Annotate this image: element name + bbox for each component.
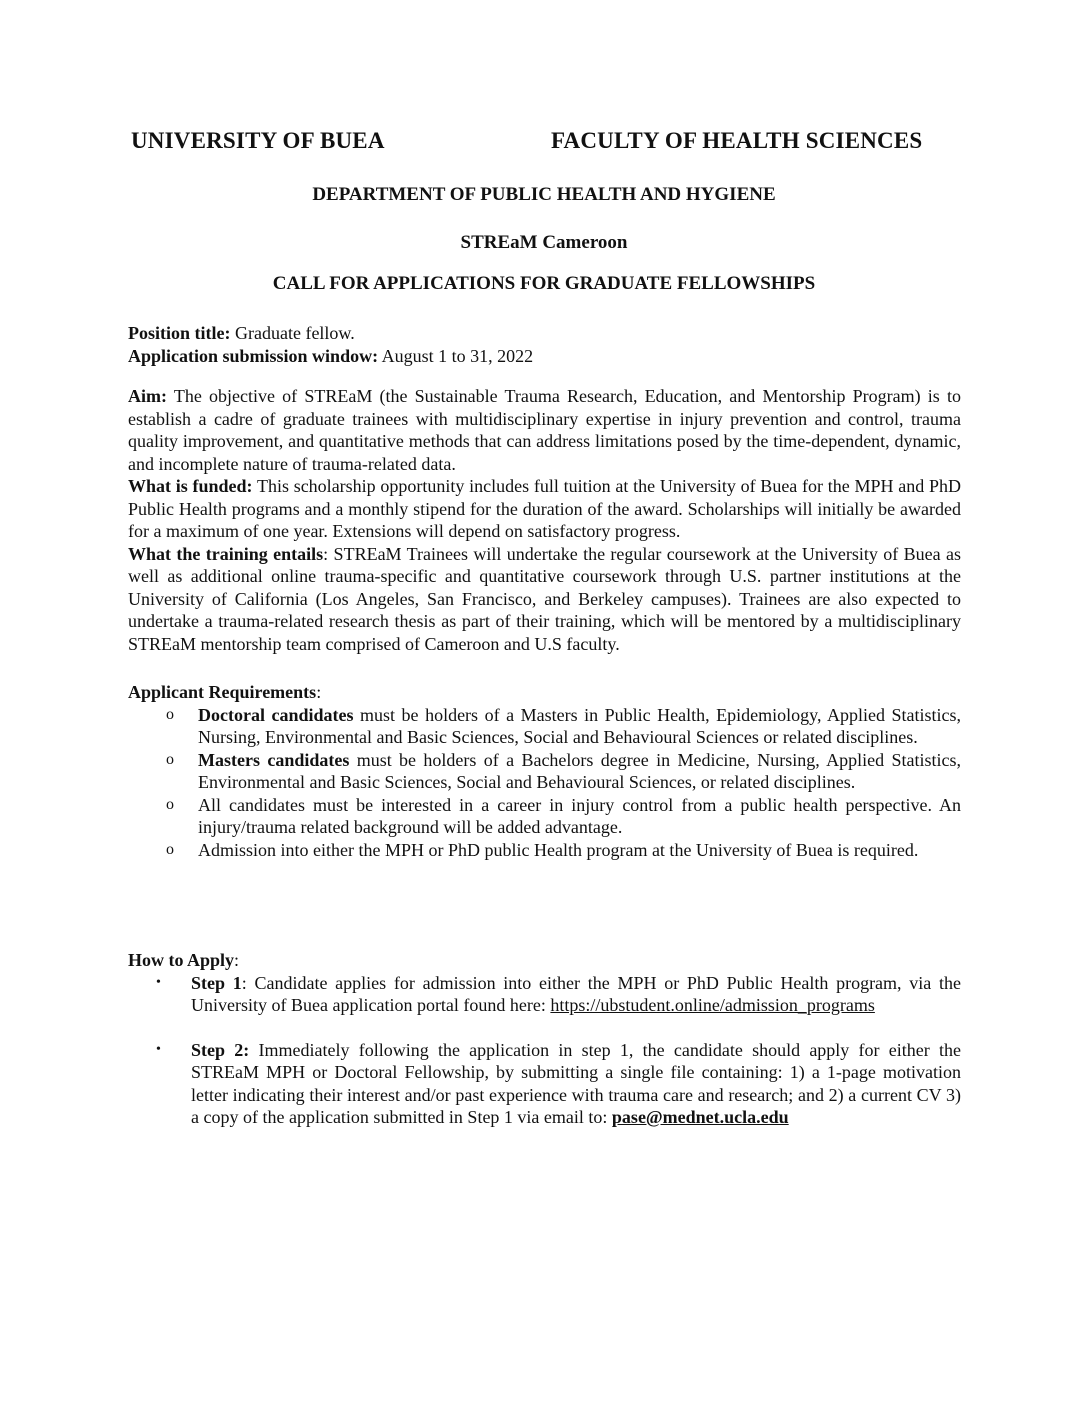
training-label: What the training entails: [128, 543, 324, 564]
step1-label: Step 1: [191, 972, 242, 993]
aim-label: Aim:: [128, 386, 167, 406]
apply-steps-list: [128, 972, 961, 1129]
position-title-label: Position title:: [128, 323, 231, 343]
submission-window-value: August 1 to 31, 2022: [378, 345, 534, 366]
list-item: [128, 794, 961, 839]
list-marker: o: [166, 750, 174, 768]
requirements-heading: [128, 681, 961, 704]
list-item: [128, 972, 961, 1017]
requirement-text: must be holders of a Bachelors degree in Medicine, Nursing, Applied Statistics, Environmental and Basic Sciences, Social and Behavioural Sciences, or related disciplines.: [198, 749, 961, 792]
how-to-apply-section: [128, 949, 961, 1129]
position-title-value: Graduate fellow.: [230, 323, 355, 343]
submission-window-line: [128, 345, 961, 368]
bullet-marker: •: [156, 1041, 161, 1057]
apply-colon: :: [234, 950, 240, 970]
apply-label: How to Apply: [128, 950, 235, 970]
admission-portal-link[interactable]: https://ubstudent.online/admission_programs: [550, 995, 875, 1015]
step1-text: : Candidate applies for admission into either the MPH or PhD Public Health program, via the University of Buea application portal found here:: [191, 972, 961, 1015]
funded-paragraph: [128, 475, 961, 543]
requirements-label: Applicant Requirements: [128, 682, 317, 702]
list-item: [128, 1039, 961, 1129]
requirement-text: All candidates must be interested in a career in injury control from a public health perspective. An injury/trauma related background will be added advantage.: [198, 794, 961, 837]
bullet-marker: •: [156, 974, 161, 990]
call-title: CALL FOR APPLICATIONS FOR GRADUATE FELLOWSHIPS: [272, 273, 816, 294]
list-spacer: [128, 1017, 961, 1039]
requirement-bold: Doctoral candidates: [198, 704, 354, 725]
description-section: [128, 385, 961, 655]
department-heading: DEPARTMENT OF PUBLIC HEALTH AND HYGIENE: [312, 184, 776, 205]
faculty-name: FACULTY OF HEALTH SCIENCES: [551, 128, 923, 153]
training-paragraph: [128, 543, 961, 656]
requirement-text: must be holders of a Masters in Public Health, Epidemiology, Applied Statistics, Nursing, Environmental and Basic Sciences, Social and Behavioural Sciences or related disciplines.: [198, 704, 962, 747]
position-title-line: [128, 322, 961, 345]
aim-paragraph: [128, 385, 961, 475]
step2-text: Immediately following the application in step 1, the candidate should apply for either the STREaM MPH or Doctoral Fellowship, by submitting a single file containing: 1) a 1-page motivation letter indicating their interest and/or past experience with trauma care and research; and 2) a current CV 3) a copy of the application submitted in Step 1 via email to:: [191, 1039, 961, 1127]
list-marker: o: [166, 840, 174, 858]
apply-heading: [128, 949, 961, 972]
contact-email-link[interactable]: pase@mednet.ucla.edu: [611, 1107, 789, 1127]
list-item: [128, 839, 961, 862]
training-text: : STREaM Trainees will undertake the regular coursework at the University of Buea as well as additional online trauma-specific and quantitative coursework through U.S. partner institutions at the University of California (Los Angeles, San Francisco, and Berkeley campuses). Trainees are also expected to undertake a trauma-related research thesis as part of their training, which will be mentored by a multidisciplinary STREaM mentorship team comprised of Cameroon and U.S faculty.: [128, 543, 962, 654]
list-item: [128, 704, 961, 749]
submission-window-label: Application submission window:: [128, 345, 379, 366]
aim-text: The objective of STREaM (the Sustainable Trauma Research, Education, and Mentorship Program) is to establish a cadre of graduate trainees with multidisciplinary expertise in injury prevention and control, trauma quality improvement, and quantitative methods that can address limitations posed by the time-dependent, dynamic, and incomplete nature of trauma-related data.: [128, 386, 961, 474]
position-info: [128, 322, 961, 367]
list-marker: o: [166, 705, 174, 723]
requirements-section: [128, 681, 961, 861]
list-item: [128, 749, 961, 794]
requirement-text: Admission into either the MPH or PhD public Health program at the University of Buea is required.: [198, 839, 919, 860]
list-marker: o: [166, 795, 174, 813]
funded-label: What is funded:: [128, 476, 253, 496]
program-heading: STREaM Cameroon: [460, 232, 628, 253]
requirement-bold: Masters candidates: [198, 749, 350, 770]
funded-text: This scholarship opportunity includes full tuition at the University of Buea for the MPH and PhD Public Health programs and a monthly stipend for the duration of the award. Scholarships will initially be awarded for a maximum of one year. Extensions will depend on satisfactory progress.: [128, 476, 962, 541]
requirements-list: [128, 704, 961, 862]
university-name: UNIVERSITY OF BUEA: [131, 128, 385, 153]
requirements-colon: :: [316, 682, 322, 702]
step2-label: Step 2:: [191, 1039, 250, 1060]
